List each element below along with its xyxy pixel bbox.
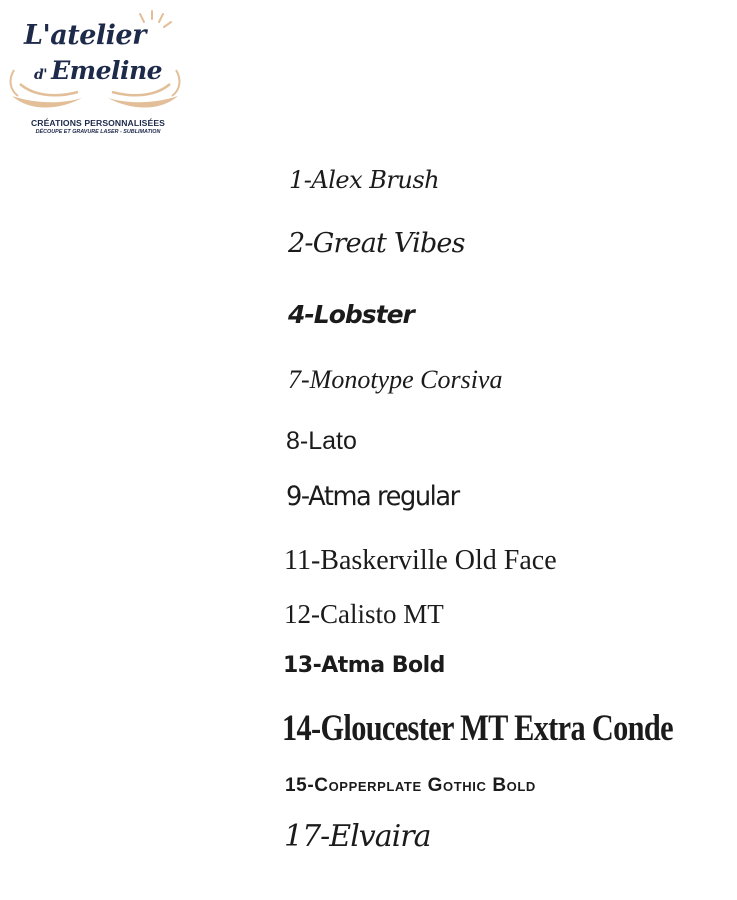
font-sample-alex-brush: 1-Alex Brush xyxy=(289,166,440,194)
logo-subtagline: DÉCOUPE ET GRAVURE LASER - SUBLIMATION xyxy=(35,129,161,135)
font-sample-great-vibes: 2-Great Vibes xyxy=(288,228,465,259)
logo-title-line1: L'atelier xyxy=(24,20,146,51)
font-sample-baskerville: 11-Baskerville Old Face xyxy=(284,545,557,576)
font-sample-elvaira: 17-Elvaira xyxy=(284,819,431,854)
font-sample-copperplate: 15-Copperplate Gothic Bold xyxy=(285,775,536,796)
logo-title-prefix: d' xyxy=(34,67,48,83)
font-sample-lato: 8-Lato xyxy=(286,427,357,455)
logo-tagline: CRÉATIONS PERSONNALISÉES xyxy=(30,118,166,128)
font-sample-atma-regular: 9-Atma regular xyxy=(286,481,459,512)
font-sample-atma-bold: 13-Atma Bold xyxy=(283,653,445,678)
font-sample-monotype-corsiva: 7-Monotype Corsiva xyxy=(288,365,503,394)
logo-title-name: Emeline xyxy=(51,56,163,85)
font-sample-calisto: 12-Calisto MT xyxy=(284,599,444,629)
brand-logo xyxy=(0,0,190,150)
font-sample-gloucester: 14-Gloucester MT Extra Conde xyxy=(282,708,673,749)
font-sample-lobster: 4-Lobster xyxy=(288,300,414,329)
logo-title-line2 xyxy=(34,56,162,85)
